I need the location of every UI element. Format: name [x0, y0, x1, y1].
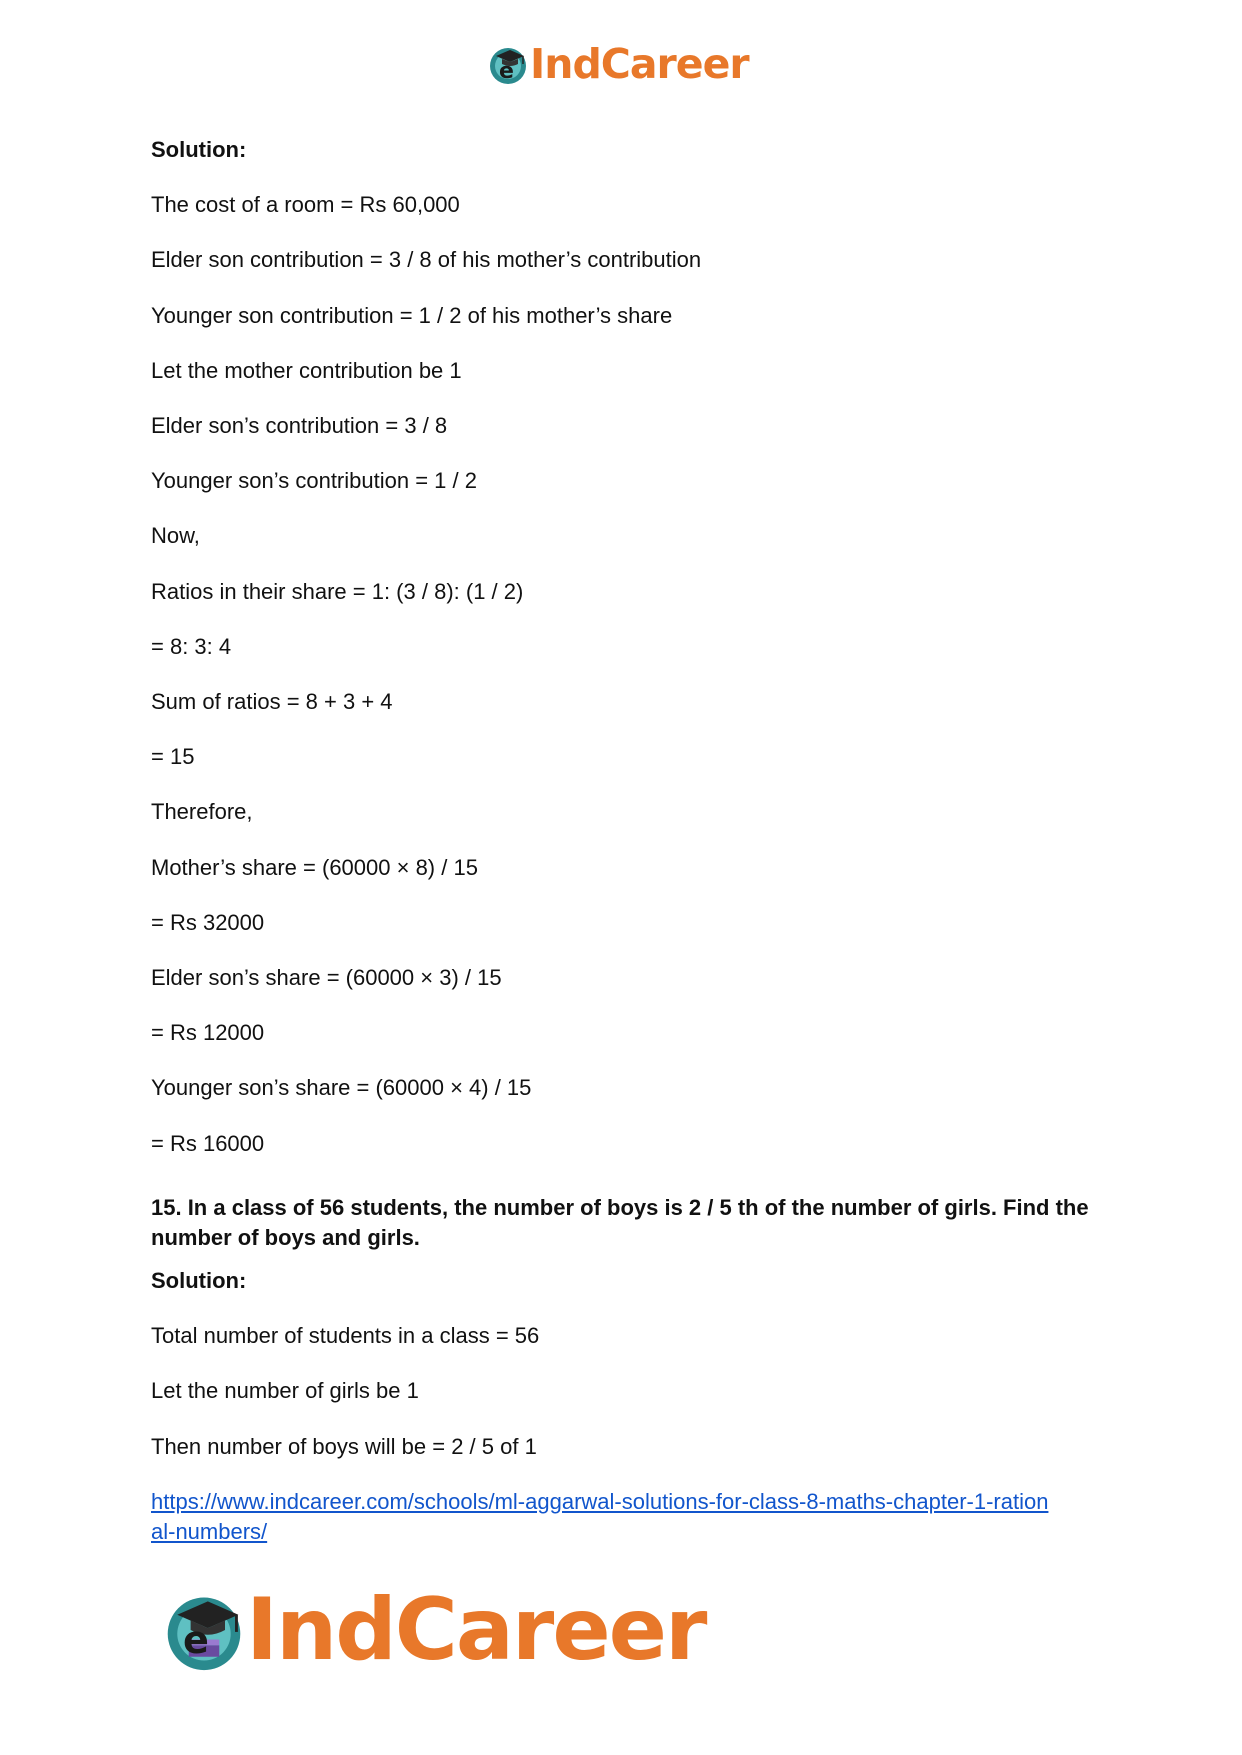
svg-text:e: e: [183, 1618, 209, 1663]
text-line: Total number of students in a class = 56: [151, 1323, 540, 1348]
source-link[interactable]: [151, 1487, 1048, 1547]
text-line: = 8: 3: 4: [151, 634, 232, 659]
text-line: = Rs 12000: [151, 1020, 265, 1045]
header-logo-text: IndCareer: [530, 40, 749, 88]
text-line: Let the mother contribution be 1: [151, 358, 462, 383]
solution-heading: Solution:: [151, 1268, 247, 1293]
text-line: = Rs 32000: [151, 910, 265, 935]
header-logo: [486, 38, 749, 90]
text-line: Elder son’s contribution = 3 / 8: [151, 413, 448, 438]
text-line: Younger son’s contribution = 1 / 2: [151, 468, 477, 493]
solution-heading: Solution:: [151, 137, 247, 162]
graduation-cap-logo-icon: [162, 1588, 246, 1672]
text-line: = Rs 16000: [151, 1131, 265, 1156]
text-line: Younger son’s share = (60000 × 4) / 15: [151, 1075, 532, 1100]
link-line-2: al-numbers/: [151, 1519, 268, 1544]
text-line: = 15: [151, 744, 195, 769]
footer-logo-text: IndCareer: [246, 1580, 706, 1680]
text-line: Let the number of girls be 1: [151, 1378, 419, 1403]
text-line: Therefore,: [151, 799, 253, 824]
text-line: Sum of ratios = 8 + 3 + 4: [151, 689, 393, 714]
link-line-1: https://www.indcareer.com/schools/ml-aggarwal-solutions-for-class-8-maths-chapter-1-ration: [151, 1489, 1049, 1514]
text-line: Now,: [151, 523, 200, 548]
text-line: Mother’s share = (60000 × 8) / 15: [151, 855, 478, 880]
text-line: The cost of a room = Rs 60,000: [151, 192, 460, 217]
text-line: Elder son’s share = (60000 × 3) / 15: [151, 965, 502, 990]
footer-logo: [162, 1580, 705, 1680]
graduation-cap-logo-icon: [486, 42, 530, 86]
text-line: Ratios in their share = 1: (3 / 8): (1 / 2): [151, 579, 524, 604]
svg-text:e: e: [499, 59, 514, 84]
question-15: 15. In a class of 56 students, the number of boys is 2 / 5 th of the number of girls. Find the number of boys and girls.: [151, 1195, 1089, 1250]
text-line: Then number of boys will be = 2 / 5 of 1: [151, 1434, 537, 1459]
text-line: Elder son contribution = 3 / 8 of his mother’s contribution: [151, 247, 702, 272]
text-line: Younger son contribution = 1 / 2 of his mother’s share: [151, 303, 673, 328]
